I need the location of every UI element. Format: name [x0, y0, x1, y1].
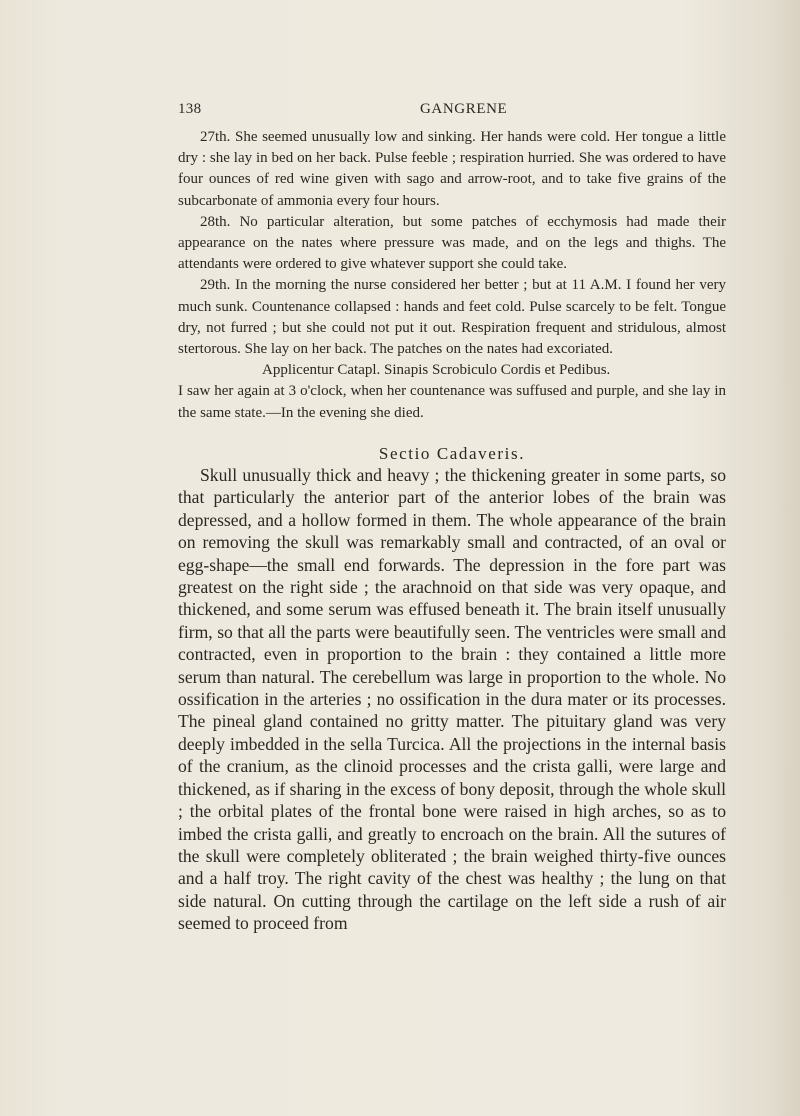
section-title: Sectio Cadaveris.	[378, 444, 526, 463]
case-note-29th: 29th. In the morning the nurse considered her better ; but at 11 A.M. I found her very much sunk. Countenance collapsed : hands and feet cold. Pulse scarcely to be felt. Tongue dry, not furred ; but she could not put it out. Respiration frequent and stridulous, almost stertorous. She lay on her back. The patches on the nates had excoriated.	[178, 277, 726, 358]
closing-note: I saw her again at 3 o'clock, when her countenance was suffused and purple, and she lay in the same state.—In the evening she died.	[178, 383, 726, 421]
case-note-28th: 28th. No particular alteration, but some patches of ecchymosis had made their appearance on the nates where pressure was made, and on the legs and thighs. The attendants were ordered to give whatever support she could take.	[178, 213, 726, 273]
case-notes	[178, 127, 726, 424]
running-head: GANGRENE	[420, 101, 508, 117]
prescription: Applicentur Catapl. Sinapis Scrobiculo Cordis et Pedibus.	[262, 362, 611, 379]
page-number: 138	[178, 101, 202, 117]
case-note-27th: 27th. She seemed unusually low and sinking. Her hands were cold. Her tongue a little dry : she lay in bed on her back. Pulse feeble ; respiration hurried. She was ordered to have four ounces of red wine given with sago and arrow-root, and to take five grains of the subcarbonate of ammonia every four hours.	[178, 129, 726, 209]
autopsy-section	[178, 464, 726, 935]
autopsy-paragraph: Skull unusually thick and heavy ; the thickening greater in some parts, so that particularly the anterior part of the anterior lobes of the brain was depressed, and a hollow formed in them. The whole appearance of the brain on removing the skull was remarkably small and contracted, of an oval or egg-shape—the small end forwards. The depression in the fore part was greatest on the right side ; the arachnoid on that side was very opaque, and thickened, and some serum was effused beneath it. The brain itself unusually firm, so that all the parts were beautifully seen. The ventricles were small and contracted, even in proportion to the brain : they contained a little more serum than natural. The cerebellum was large in proportion to the whole. No ossification in the arteries ; no ossification in the dura mater or its processes. The pineal gland contained no gritty matter. The pituitary gland was very deeply imbedded in the sella Turcica. All the projections in the internal basis of the cranium, as the clinoid processes and the crista galli, were large and thickened, as if sharing in the excess of bony deposit, through the whole skull ; the orbital plates of the frontal bone were raised in high arches, so as to imbed the crista galli, and greatly to encroach on the brain. All the sutures of the skull were completely obliterated ; the brain weighed thirty-five ounces and a half troy. The right cavity of the chest was healthy ; the lung on that side natural. On cutting through the cartilage on the left side a rush of air seemed to proceed from	[178, 465, 726, 934]
page-header	[178, 101, 726, 121]
